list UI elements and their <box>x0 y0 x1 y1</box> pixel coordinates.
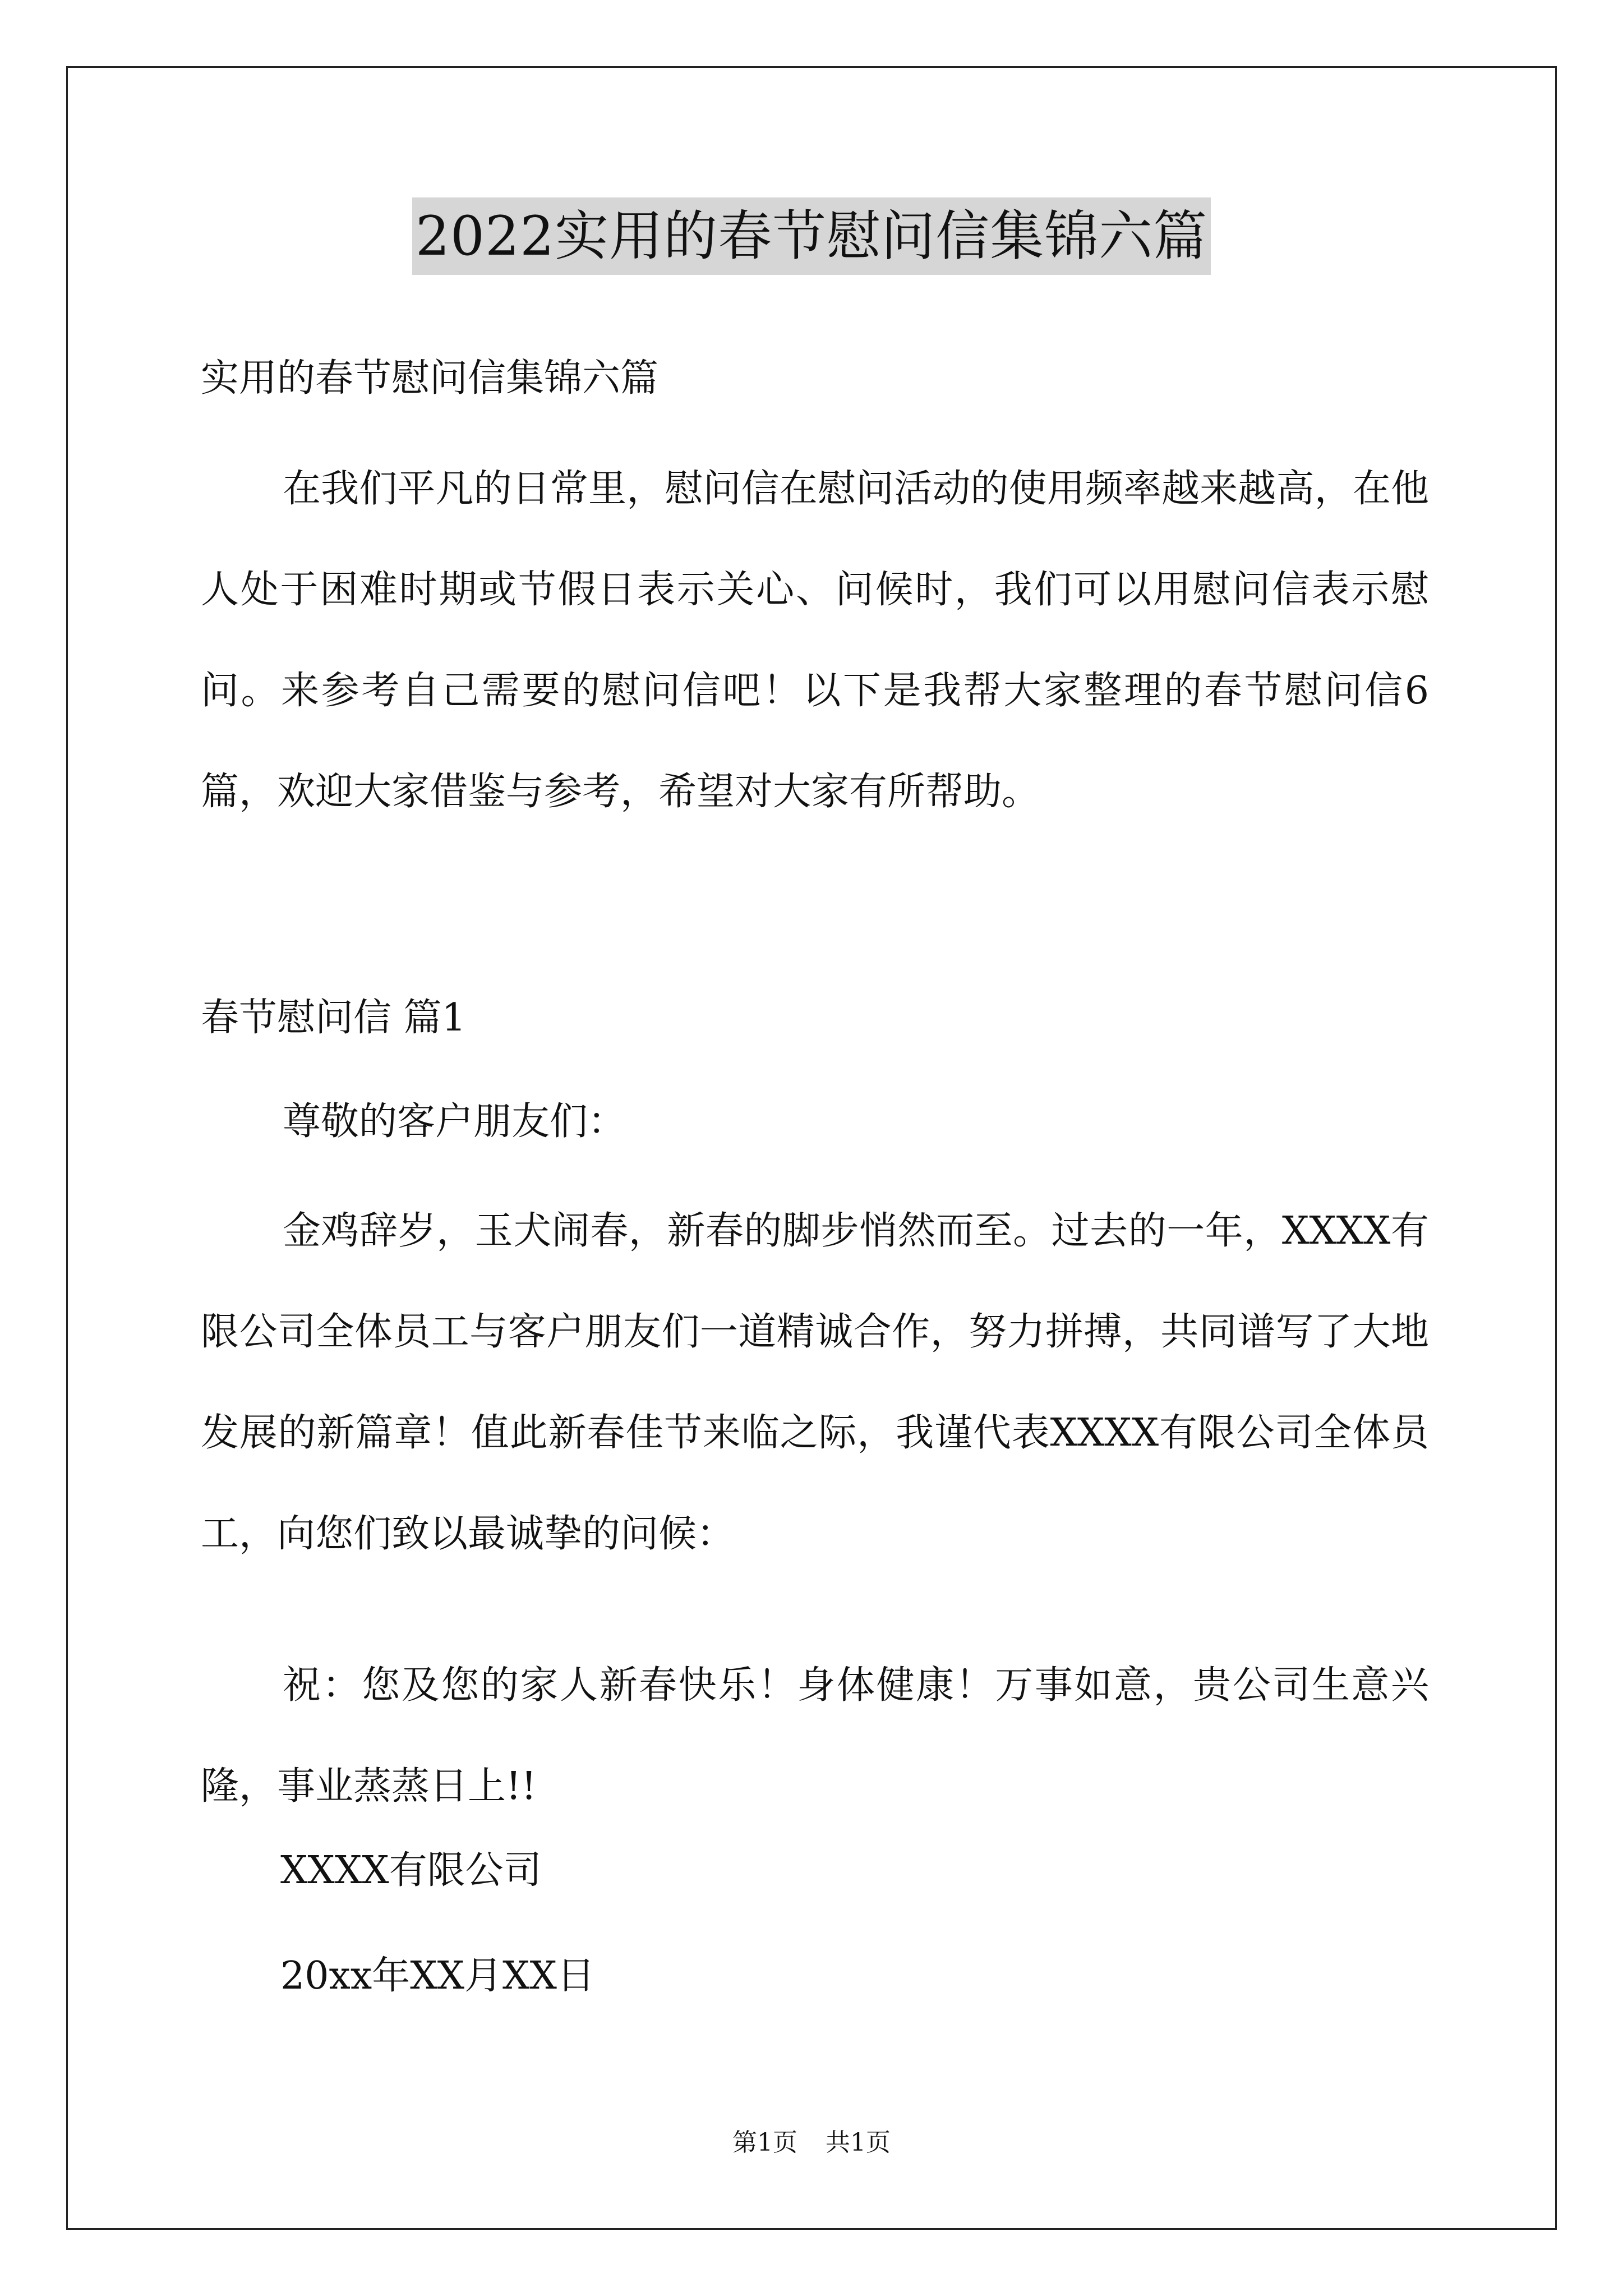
document-subtitle: 实用的春节慰问信集锦六篇 <box>201 356 659 401</box>
document-title: 2022实用的春节慰问信集锦六篇 <box>412 197 1211 275</box>
title-container <box>0 197 1623 275</box>
section-heading: 春节慰问信 篇1 <box>201 996 466 1040</box>
page-number: 第1页 <box>732 2128 797 2157</box>
page-total: 共1页 <box>826 2128 891 2157</box>
letter-paragraph-2: 祝：您及您的家人新春快乐！身体健康！万事如意，贵公司生意兴隆，事业蒸蒸日上!! <box>201 1663 1429 1809</box>
letter-signature: XXXX有限公司 <box>280 1848 542 1893</box>
letter-date: 20xx年XX月XX日 <box>280 1954 595 1998</box>
intro-paragraph: 在我们平凡的日常里，慰问信在慰问活动的使用频率越来越高，在他人处于困难时期或节假日表示关心、问候时，我们可以用慰问信表示慰问。来参考自己需要的慰问信吧！以下是我帮大家整理的春节慰问信6篇，欢迎大家借鉴与参考，希望对大家有所帮助。 <box>201 467 1429 814</box>
letter-salutation: 尊敬的客户朋友们： <box>283 1099 626 1144</box>
letter-paragraph-1: 金鸡辞岁，玉犬闹春，新春的脚步悄然而至。过去的一年，XXXX有限公司全体员工与客户朋友们一道精诚合作，努力拼搏，共同谱写了大地发展的新篇章！值此新春佳节来临之际，我谨代表XXXX有限公司全体员工，向您们致以最诚挚的问候： <box>201 1209 1429 1556</box>
page-footer <box>0 2126 1623 2160</box>
